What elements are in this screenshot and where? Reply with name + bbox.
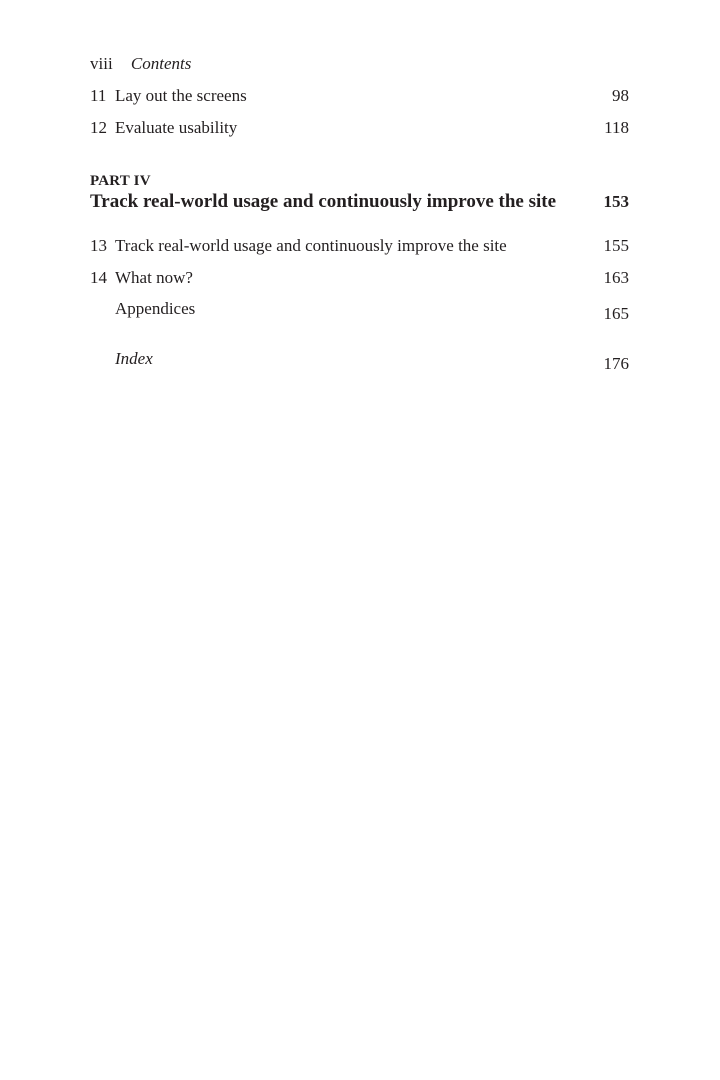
part-label: PART IV: [90, 173, 151, 189]
page-folio: viii: [90, 54, 113, 73]
chapter-title: Lay out the screens: [115, 86, 247, 105]
appendices-title: Appendices: [115, 299, 196, 318]
page-number: 165: [603, 304, 629, 323]
chapter-number: 11: [90, 86, 107, 105]
toc-entry-appendices[interactable]: [90, 299, 629, 324]
running-head: [90, 54, 191, 74]
toc-entry-index[interactable]: [90, 349, 629, 374]
chapter-number: 14: [90, 268, 107, 287]
page-number: 118: [604, 118, 629, 137]
index-title: Index: [115, 349, 153, 368]
toc-entry-chapter-14[interactable]: [90, 268, 629, 288]
page-number: 155: [603, 236, 629, 255]
chapter-title: What now?: [115, 268, 193, 287]
chapter-number: 12: [90, 118, 107, 137]
page-number: 163: [603, 268, 629, 287]
chapter-title: Evaluate usability: [115, 118, 238, 137]
page-number: 153: [603, 192, 629, 211]
chapter-number: 13: [90, 236, 107, 255]
part-title: Track real-world usage and continuously improve the site: [90, 191, 557, 212]
chapter-title: Track real-world usage and continuously improve the site: [115, 236, 507, 255]
toc-entry-chapter-11[interactable]: [90, 86, 629, 106]
toc-entry-chapter-12[interactable]: [90, 118, 629, 138]
page-number: 176: [603, 354, 629, 373]
page-number: 98: [612, 86, 629, 105]
toc-entry-part-iv[interactable]: [90, 191, 629, 213]
toc-entry-chapter-13[interactable]: [90, 236, 629, 256]
running-head-title: Contents: [130, 54, 192, 73]
